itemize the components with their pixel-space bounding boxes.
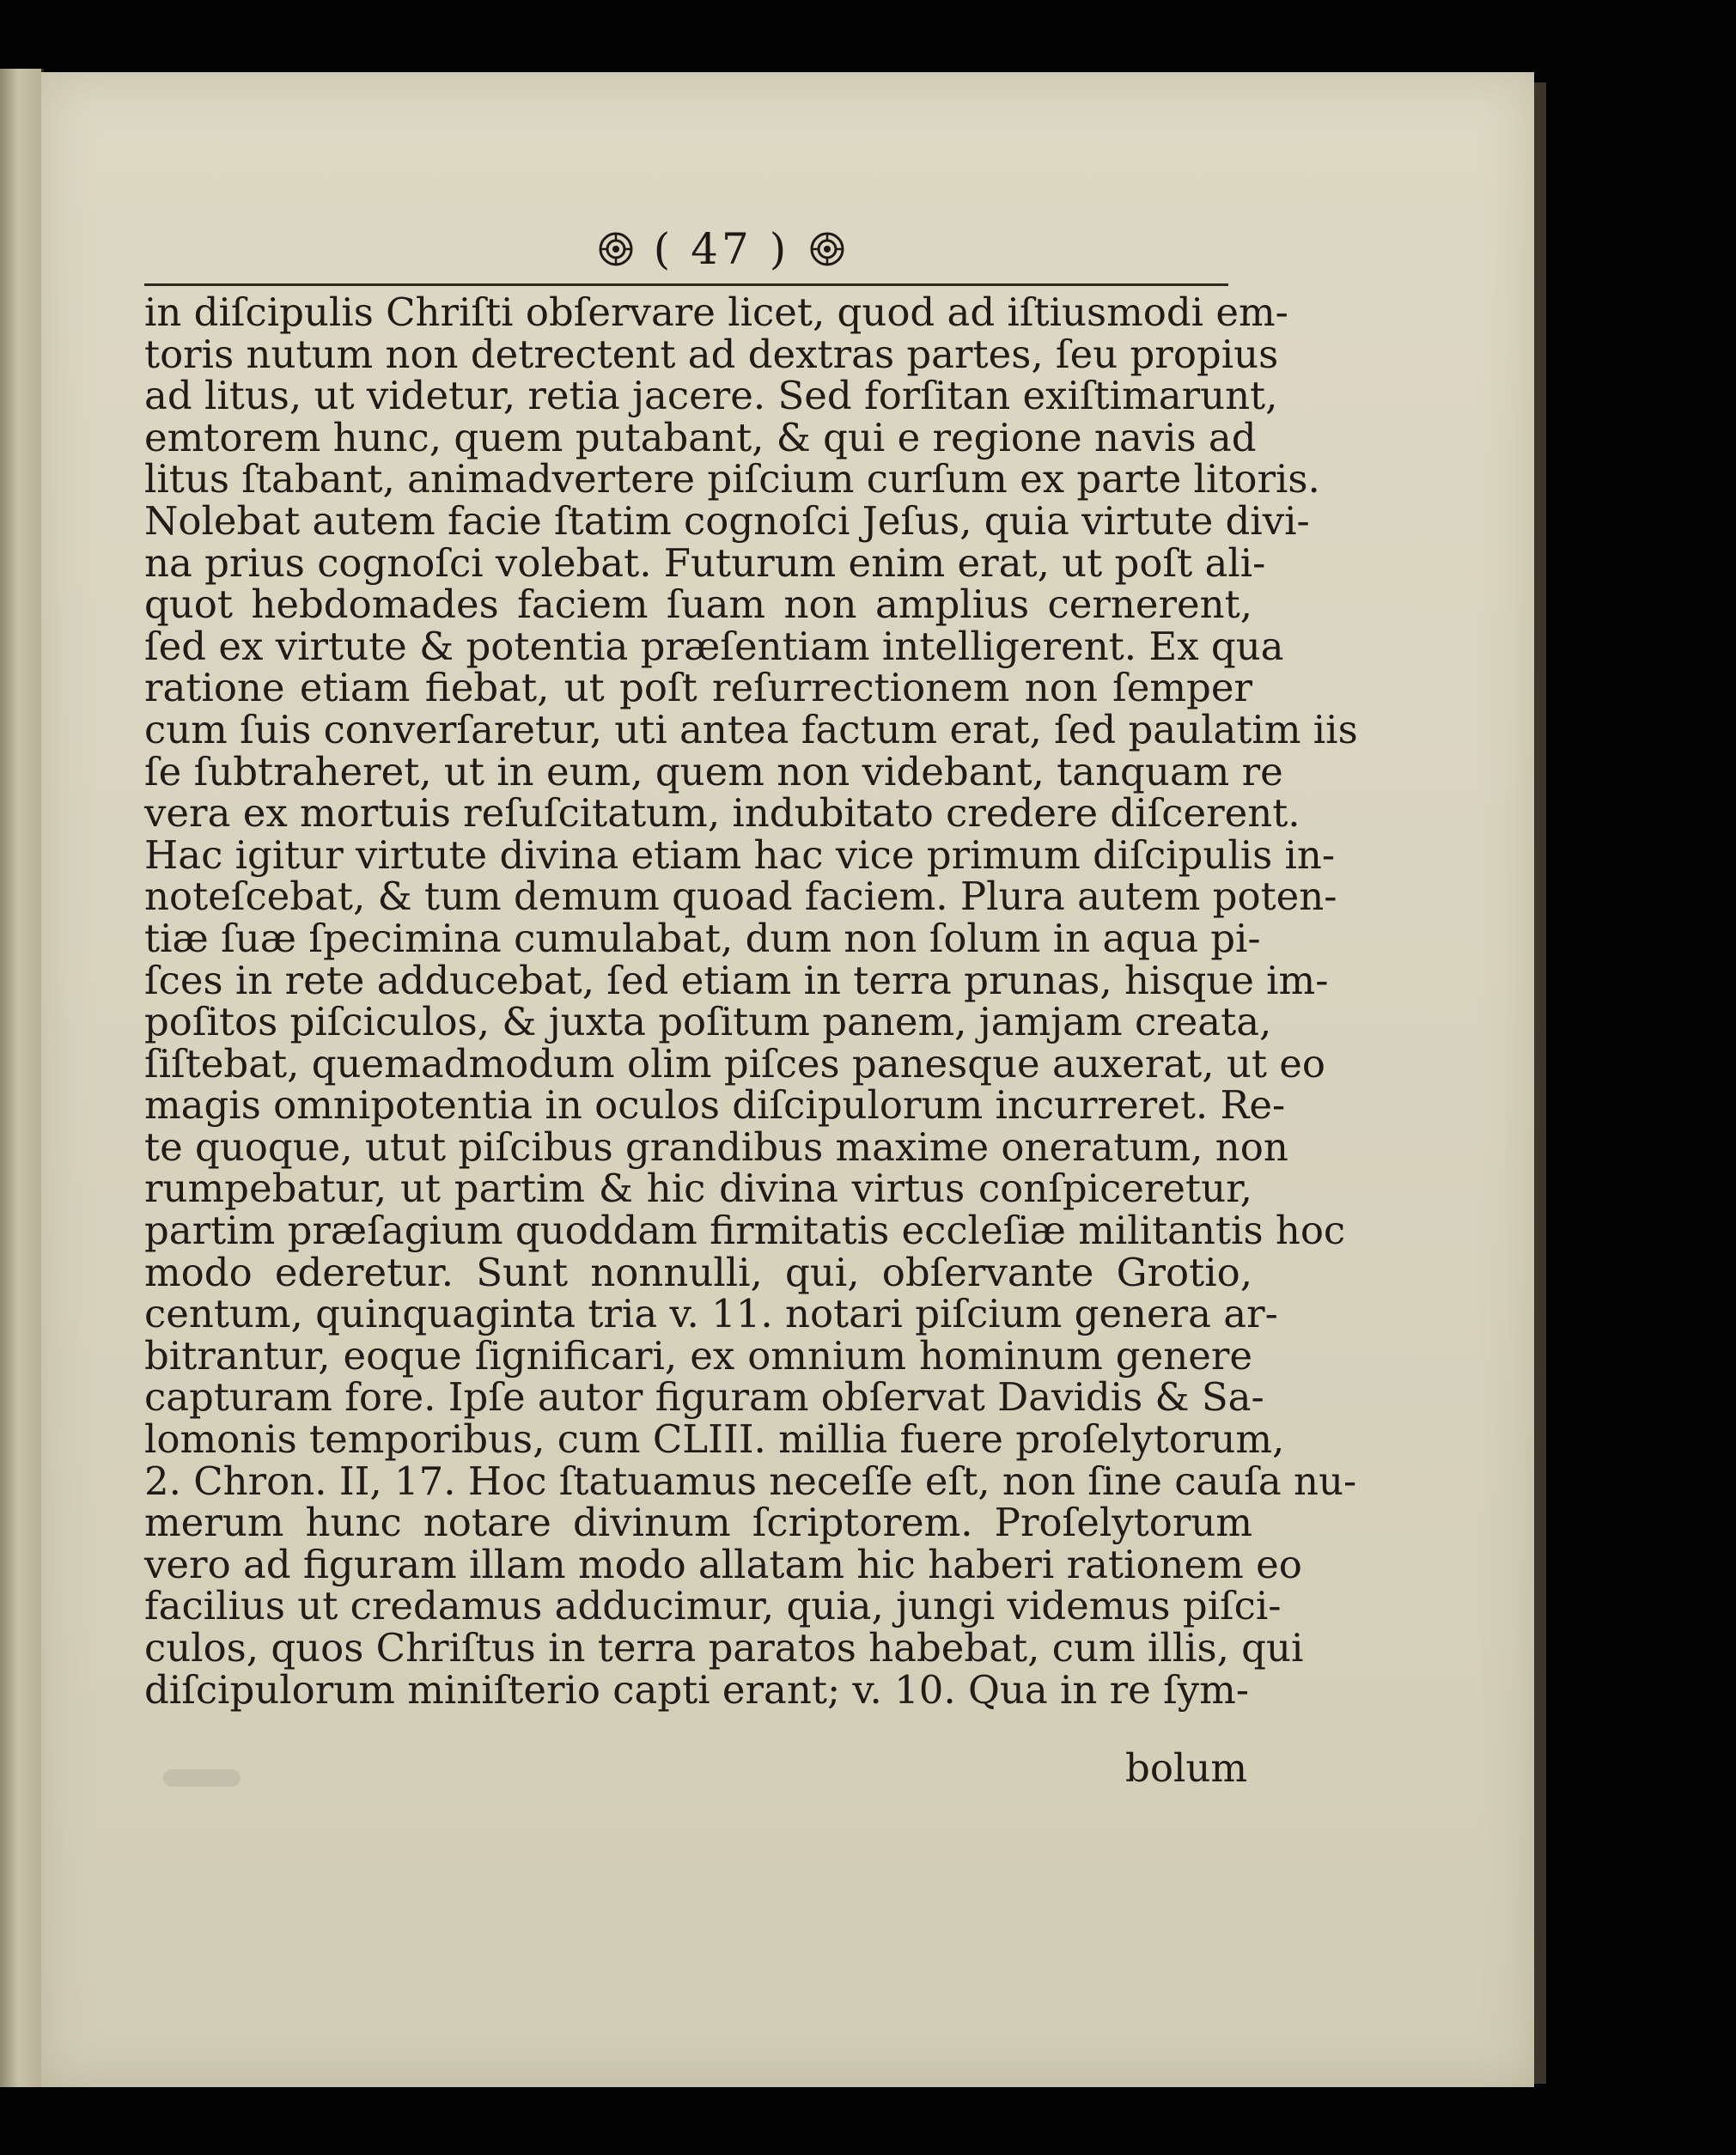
page-number: ( 47 ) — [653, 224, 790, 274]
text-line: quot hebdomades faciem ſuam non amplius cernerent, — [144, 581, 1252, 628]
text-line: ſe ſubtraheret, ut in eum, quem non videbant, tanquam re — [144, 748, 1283, 794]
rosette-icon — [810, 232, 844, 266]
page-edge-shadow — [1534, 82, 1546, 2084]
text-line: culos, quos Chriſtus in terra paratos habebat, cum illis, qui — [144, 1625, 1304, 1671]
text-line: merum hunc notare divinum ſcriptorem. Proſelytorum — [144, 1500, 1252, 1546]
text-line: Nolebat autem facie ſtatim cognoſci Jeſus, quia virtute divi- — [144, 497, 1310, 544]
header-rule — [144, 283, 1228, 286]
text-line: magis omnipotentia in oculos diſcipulorum incurreret. Re- — [144, 1082, 1286, 1129]
text-line: modo ederetur. Sunt nonnulli, qui, obſervante Grotio, — [144, 1249, 1252, 1295]
left-page-edge — [0, 69, 44, 2087]
text-line: ſed ex virtute & potentia præſentiam intelligerent. Ex qua — [144, 623, 1284, 669]
catchword: bolum — [1125, 1745, 1247, 1791]
text-line: toris nutum non detrectent ad dextras partes, ſeu propius — [144, 331, 1279, 377]
text-line: na prius cognoſci volebat. Futurum enim erat, ut poſt ali- — [144, 539, 1266, 586]
text-line: bitrantur, eoque ſignificari, ex omnium hominum genere — [144, 1332, 1252, 1379]
text-line: poſitos piſciculos, & juxta poſitum panem, jamjam creata, — [144, 999, 1272, 1045]
text-line: emtorem hunc, quem putabant, & qui e regione navis ad — [144, 414, 1257, 460]
body-text — [144, 289, 1358, 1713]
text-line: vero ad figuram illam modo allatam hic haberi rationem eo — [144, 1541, 1302, 1587]
text-line: partim præſagium quoddam firmitatis eccleſiæ militantis hoc — [144, 1208, 1346, 1254]
text-line: ſiſtebat, quemadmodum olim piſces panesque auxerat, ut eo — [144, 1040, 1325, 1087]
text-line: cum ſuis converſaretur, uti antea factum erat, ſed paulatim iis — [144, 706, 1358, 752]
text-line: lomonis temporibus, cum CLIII. millia fuere proſelytorum, — [144, 1416, 1285, 1463]
text-line: rumpebatur, ut partim & hic divina virtus conſpiceretur, — [144, 1166, 1252, 1212]
text-line: ſces in rete adducebat, ſed etiam in terra prunas, hisque im- — [144, 957, 1329, 1003]
page-header — [576, 219, 868, 279]
text-line: in diſcipulis Chriſti obſervare licet, quod ad iſtiusmodi em- — [144, 289, 1288, 335]
show-through-mark — [163, 1769, 241, 1787]
text-line: Hac igitur virtute divina etiam hac vice primum diſcipulis in- — [144, 831, 1336, 878]
text-line: centum, quinquaginta tria v. 11. notari piſcium genera ar- — [144, 1291, 1278, 1337]
text-line: litus ſtabant, animadvertere piſcium curſum ex parte litoris. — [144, 456, 1320, 502]
text-line: diſcipulorum miniſterio capti erant; v. 10. Qua in re ſym- — [144, 1666, 1250, 1713]
text-line: noteſcebat, & tum demum quoad faciem. Plura autem poten- — [144, 874, 1337, 920]
rosette-icon — [599, 232, 633, 266]
text-line: te quoque, utut piſcibus grandibus maxime oneratum, non — [144, 1123, 1288, 1170]
text-line: vera ex mortuis reſuſcitatum, indubitato credere diſcerent. — [144, 790, 1300, 837]
text-line: capturam fore. Ipſe autor figuram obſervat Davidis & Sa- — [144, 1374, 1264, 1421]
text-line: tiæ ſuæ ſpecimina cumulabat, dum non ſolum in aqua pi- — [144, 915, 1261, 961]
text-line: 2. Chron. II, 17. Hoc ſtatuamus neceſſe eſt, non ſine cauſa nu- — [144, 1458, 1357, 1504]
text-line: ad litus, ut videtur, retia jacere. Sed forſitan exiſtimarunt, — [144, 373, 1278, 419]
text-line: facilius ut credamus adducimur, quia, jungi videmus piſci- — [144, 1583, 1282, 1629]
text-line: ratione etiam fiebat, ut poſt reſurrectionem non ſemper — [144, 665, 1252, 711]
